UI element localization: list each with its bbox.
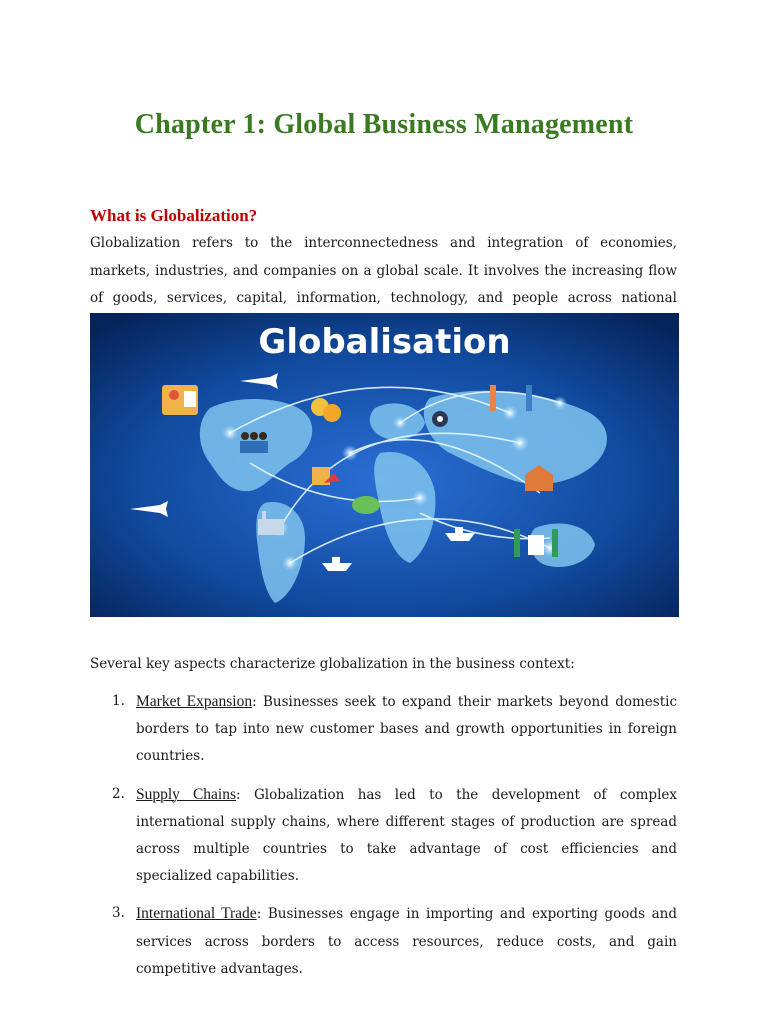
intro-paragraph: Globalization refers to the interconnectedness and integration of economies, markets, industries, and companies on a global scale. It involves the increasing flow of goods, services, capital, information, technology, and people across national [90,235,677,306]
handshake-icon [352,496,380,514]
list-item-text: : Businesses seek to expand their markets beyond domestic borders to tap into new customer bases and growth opportunities in foreign countries. [136,694,678,765]
list-item-term: Supply Chains [136,785,236,803]
list-item-number: 2. [112,785,125,802]
people-group-icon [240,432,268,453]
list-item [90,688,677,771]
globalisation-illustration [90,313,679,617]
gear-icon [432,411,448,427]
list-item-number: 1. [112,693,125,709]
list-item [90,900,677,983]
aspects-intro: Several key aspects characterize globalization in the business context: [90,656,575,672]
section-heading: What is Globalization? [90,206,258,226]
list-item-text: : Globalization has led to the development of complex international supply chains, where different stages of production are spread across multiple countries to take advantage of cost efficiencies and specialized capabilities. [136,786,677,885]
list-item-text: : Businesses engage in importing and exporting goods and services across borders to access resources, reduce costs, and gain competitive advantages. [136,906,677,977]
person-laptop-icon [162,385,198,415]
page-title: Chapter 1: Global Business Management [134,108,634,140]
list-item-term: International Trade [136,905,257,923]
list-item-number: 3. [112,905,125,922]
list-item [90,781,677,891]
aspects-list [90,688,677,993]
list-item-term: Market Expansion [136,693,253,710]
image-title: Globalisation [258,322,511,362]
